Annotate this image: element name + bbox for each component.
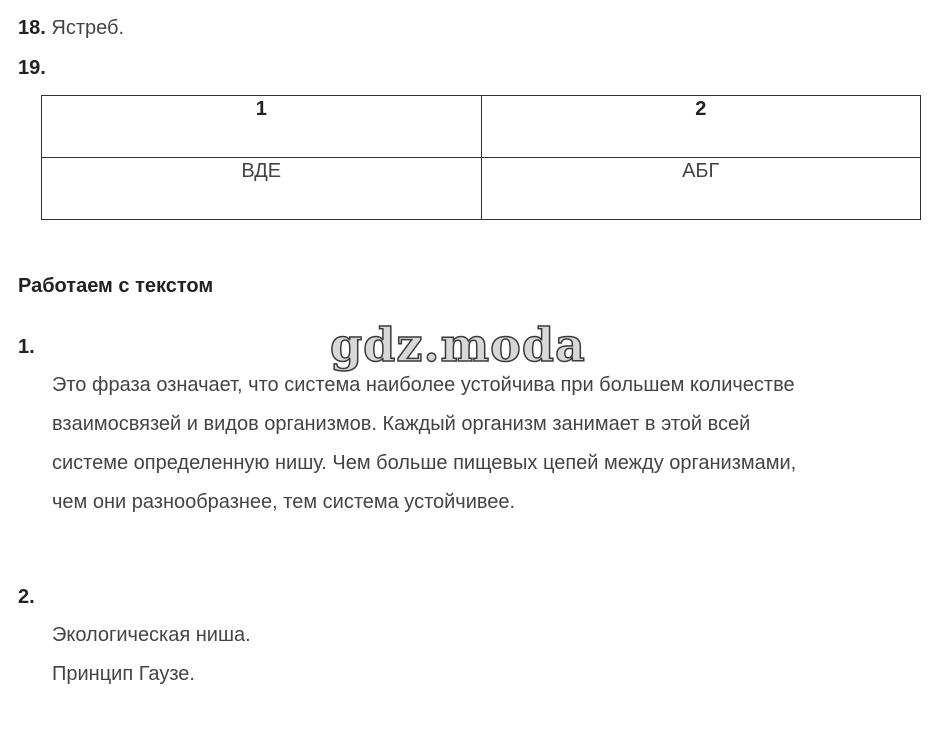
item-18 bbox=[18, 17, 124, 40]
table-value-cell-1: ВДЕ bbox=[42, 158, 482, 220]
item-18-answer: Ястреб. bbox=[51, 17, 125, 39]
task-2-line: Экологическая ниша. bbox=[52, 624, 251, 646]
task-1-number: 1. bbox=[18, 336, 35, 358]
task-1-line: системе определенную нишу. Чем больше пищевых цепей между организмами, bbox=[52, 452, 797, 474]
task-2-answer bbox=[52, 616, 251, 694]
task-1-line: чем они разнообразнее, тем система устойчивее. bbox=[52, 491, 516, 513]
task-2-line: Принцип Гаузе. bbox=[52, 663, 195, 685]
task-2 bbox=[18, 586, 35, 609]
task-1 bbox=[18, 336, 35, 359]
item-19 bbox=[18, 57, 46, 80]
section-heading: Работаем с текстом bbox=[18, 275, 214, 297]
watermark-logo: gdz.moda bbox=[330, 318, 586, 372]
task-1-answer bbox=[52, 366, 796, 522]
table-header-cell-2: 2 bbox=[481, 96, 921, 158]
task-1-line: взаимосвязей и видов организмов. Каждый организм занимает в этой всей bbox=[52, 413, 751, 435]
task-2-number: 2. bbox=[18, 586, 35, 608]
item-18-number: 18. bbox=[18, 17, 46, 39]
answer-table bbox=[41, 95, 921, 220]
table-header-cell-1: 1 bbox=[42, 96, 482, 158]
item-19-number: 19. bbox=[18, 57, 46, 79]
table-value-cell-2: АБГ bbox=[481, 158, 921, 220]
task-1-line: Это фраза означает, что система наиболее устойчива при большем количестве bbox=[52, 374, 795, 396]
table-row bbox=[42, 158, 921, 220]
table-header-row bbox=[42, 96, 921, 158]
